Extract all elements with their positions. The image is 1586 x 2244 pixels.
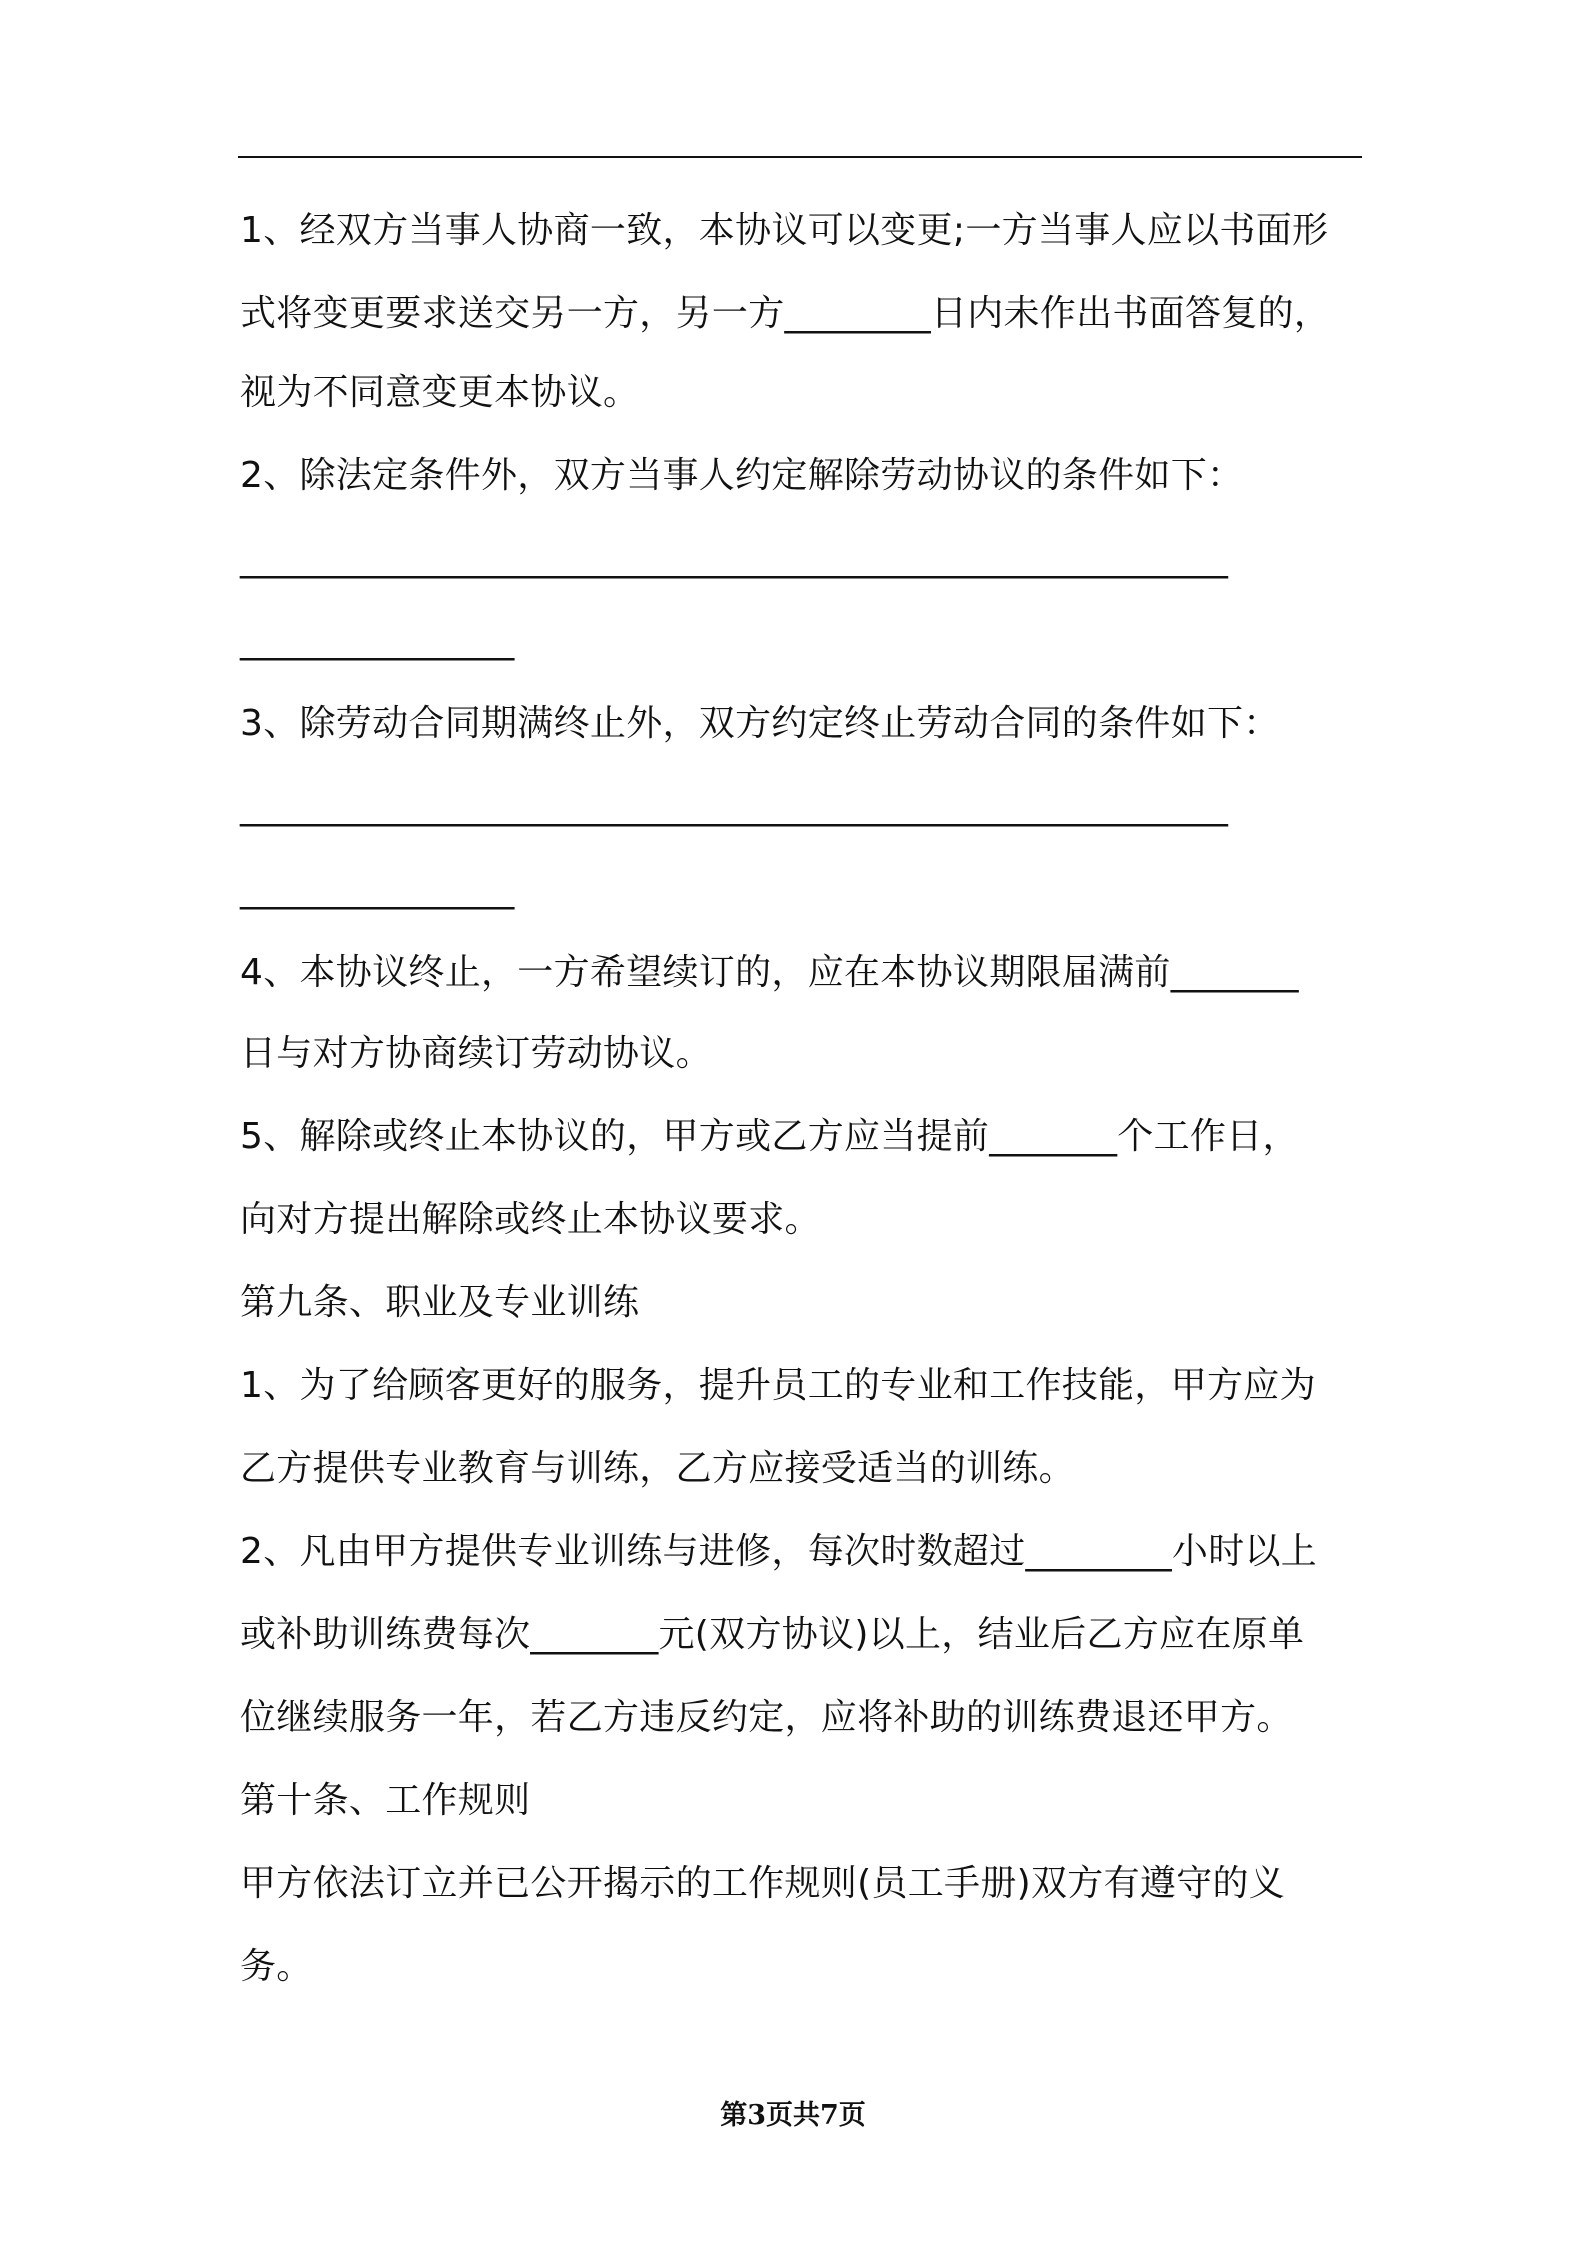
clause-1-line-1: 1、经双方当事人协商一致，本协议可以变更;一方当事人应以书面形 [240, 210, 1329, 251]
header-rule [238, 156, 1362, 158]
clause-1-line-3: 视为不同意变更本协议。 [240, 372, 640, 413]
clause-3-blank-line-1: ______________________________________________________ [240, 786, 1229, 827]
clause-2-blank-line-1: ______________________________________________________ [240, 538, 1229, 579]
clause-3-line-1: 3、除劳动合同期满终止外，双方约定终止劳动合同的条件如下： [240, 703, 1280, 744]
page-number: 第3页共7页 [720, 2100, 866, 2131]
article-9-item-2-line-3: 位继续服务一年，若乙方违反约定，应将补助的训练费退还甲方。 [240, 1697, 1293, 1738]
article-9-item-1-line-1: 1、为了给顾客更好的服务，提升员工的专业和工作技能，甲方应为 [240, 1365, 1316, 1406]
article-9-item-1-line-2: 乙方提供专业教育与训练，乙方应接受适当的训练。 [240, 1448, 1075, 1489]
clause-4-line-2: 日与对方协商续订劳动协议。 [240, 1033, 712, 1074]
clause-2-line-1: 2、除法定条件外，双方当事人约定解除劳动协议的条件如下： [240, 455, 1244, 496]
clause-2-blank-line-2: _______________ [240, 620, 515, 661]
article-10-body-line-1: 甲方依法订立并已公开揭示的工作规则(员工手册)双方有遵守的义 [240, 1863, 1286, 1904]
clause-1-line-2: 式将变更要求送交另一方，另一方________日内未作出书面答复的， [240, 293, 1331, 334]
article-9-item-2-line-1: 2、凡由甲方提供专业训练与进修，每次时数超过________小时以上 [240, 1531, 1318, 1572]
clause-5-line-1: 5、解除或终止本协议的，甲方或乙方应当提前_______个工作日， [240, 1116, 1299, 1157]
article-10-body-line-2: 务。 [240, 1946, 313, 1987]
article-9-heading: 第九条、职业及专业训练 [240, 1282, 640, 1323]
clause-5-line-2: 向对方提出解除或终止本协议要求。 [240, 1199, 821, 1240]
article-10-heading: 第十条、工作规则 [240, 1780, 531, 1821]
clause-3-blank-line-2: _______________ [240, 869, 515, 910]
article-9-item-2-line-2: 或补助训练费每次_______元(双方协议)以上，结业后乙方应在原单 [240, 1614, 1305, 1655]
clause-4-line-1: 4、本协议终止，一方希望续订的，应在本协议期限届满前_______ [240, 952, 1299, 993]
